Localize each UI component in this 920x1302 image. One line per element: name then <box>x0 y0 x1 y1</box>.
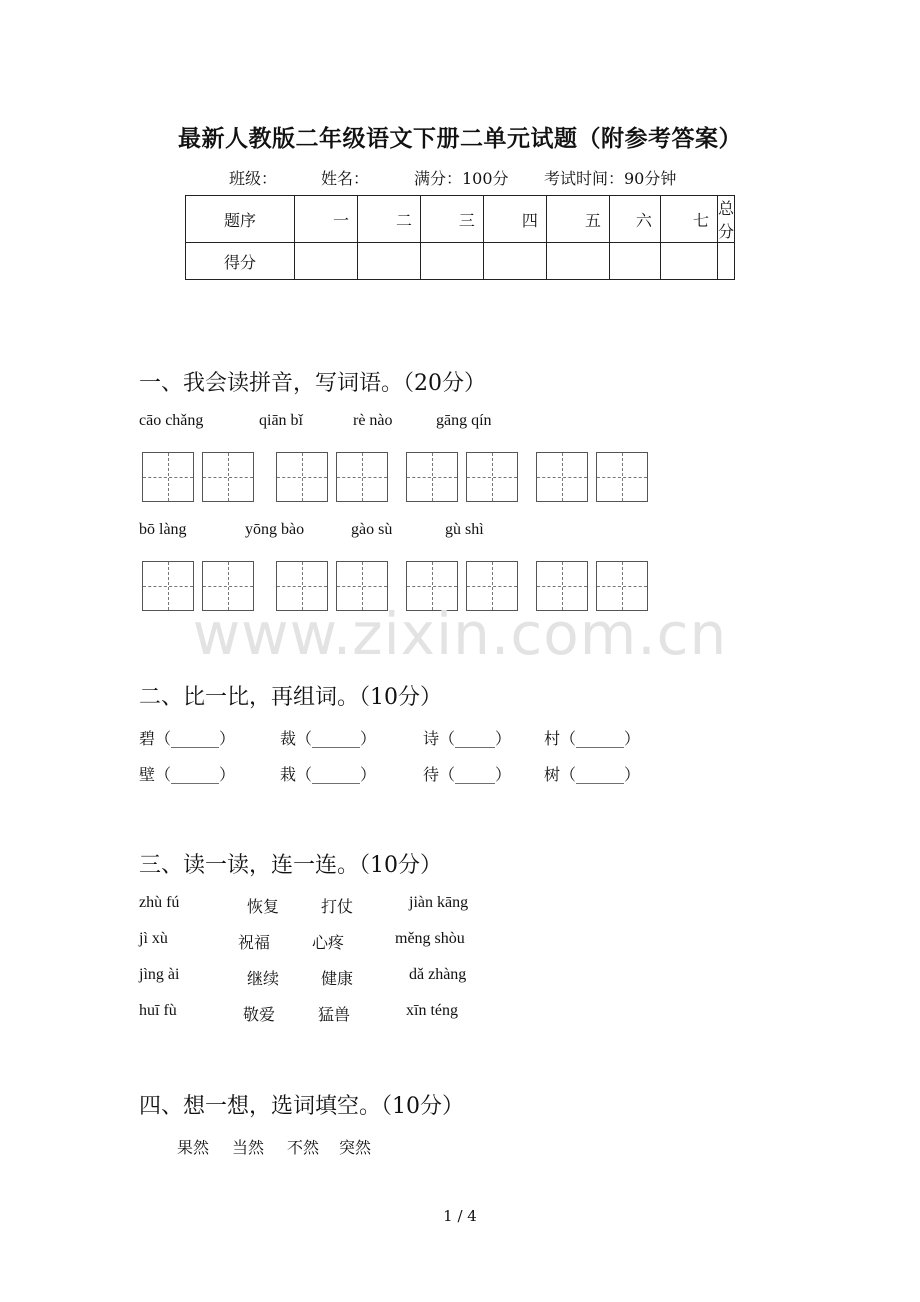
score-table-cell: 总分 <box>717 196 734 243</box>
score-table-cell: 二 <box>357 196 420 243</box>
compare-item[interactable]: 村（______） <box>544 729 641 748</box>
score-table-cell: 得分 <box>186 243 295 280</box>
pinyin-text: cāo chǎng <box>139 412 204 429</box>
writing-grid-box[interactable] <box>336 452 388 502</box>
pinyin-text: rè nào <box>353 412 393 429</box>
score-table-cell[interactable] <box>660 243 717 280</box>
pinyin-text: qiān bǐ <box>259 412 303 429</box>
score-table-cell: 六 <box>609 196 660 243</box>
writing-grid-box[interactable] <box>202 452 254 502</box>
match-pinyin-left[interactable]: jìng ài <box>139 966 180 983</box>
score-table-cell[interactable] <box>546 243 609 280</box>
match-word-a[interactable]: 敬爱 <box>243 1005 276 1024</box>
writing-grid-box[interactable] <box>406 452 458 502</box>
match-pinyin-left[interactable]: jì xù <box>139 930 168 947</box>
match-pinyin-right[interactable]: jiàn kāng <box>409 894 469 911</box>
writing-grid-box[interactable] <box>536 452 588 502</box>
score-table-cell[interactable] <box>294 243 357 280</box>
match-word-b[interactable]: 心疼 <box>312 933 345 952</box>
compare-item[interactable]: 裁（______） <box>280 729 377 748</box>
pinyin-text: bō làng <box>139 521 187 538</box>
pinyin-text: gāng qín <box>436 412 492 429</box>
writing-grid-box[interactable] <box>466 452 518 502</box>
score-table-header-row <box>186 196 735 243</box>
score-table-cell: 四 <box>483 196 546 243</box>
match-word-a[interactable]: 继续 <box>247 969 280 988</box>
score-table-cell[interactable] <box>357 243 420 280</box>
section2-heading: 二、比一比，再组词。（10分） <box>139 685 442 710</box>
full-score: 满分：100分 <box>414 169 509 188</box>
match-pinyin-right[interactable]: měng shòu <box>395 930 465 947</box>
writing-grid-box[interactable] <box>596 452 648 502</box>
pinyin-text: gào sù <box>351 521 393 538</box>
compare-item[interactable]: 碧（______） <box>139 729 236 748</box>
writing-grid-box[interactable] <box>276 452 328 502</box>
watermark: www.zixin.com.cn <box>192 600 728 668</box>
pinyin-text: yōng bào <box>245 521 305 538</box>
word-choice: 果然 <box>177 1138 210 1157</box>
match-pinyin-left[interactable]: zhù fú <box>139 894 180 911</box>
section3-heading: 三、读一读，连一连。（10分） <box>139 853 442 878</box>
score-table-score-row <box>186 243 735 280</box>
word-choice: 当然 <box>232 1138 265 1157</box>
compare-item[interactable]: 栽（______） <box>280 765 377 784</box>
word-choice: 突然 <box>339 1138 372 1157</box>
compare-item[interactable]: 树（______） <box>544 765 641 784</box>
score-table-cell[interactable] <box>483 243 546 280</box>
score-table-cell: 五 <box>546 196 609 243</box>
compare-item[interactable]: 壁（______） <box>139 765 236 784</box>
match-word-b[interactable]: 健康 <box>321 969 354 988</box>
match-word-a[interactable]: 恢复 <box>247 897 280 916</box>
exam-time: 考试时间：90分钟 <box>544 169 677 188</box>
word-choice: 不然 <box>287 1138 320 1157</box>
score-table-cell: 三 <box>420 196 483 243</box>
name-label: 姓名： <box>321 169 370 188</box>
score-table-cell: 题序 <box>186 196 295 243</box>
class-label: 班级： <box>229 169 278 188</box>
score-table-cell[interactable] <box>717 243 734 280</box>
match-word-b[interactable]: 猛兽 <box>318 1005 351 1024</box>
match-pinyin-right[interactable]: xīn téng <box>406 1002 458 1019</box>
page-number: 1 / 4 <box>443 1207 477 1225</box>
document-title: 最新人教版二年级语文下册二单元试题（附参考答案） <box>178 125 742 152</box>
score-table-cell: 七 <box>660 196 717 243</box>
writing-grid-box[interactable] <box>142 452 194 502</box>
compare-item[interactable]: 待（_____） <box>423 765 512 784</box>
match-pinyin-right[interactable]: dǎ zhàng <box>409 966 467 983</box>
score-table <box>185 195 735 280</box>
score-table-cell[interactable] <box>609 243 660 280</box>
pinyin-text: gù shì <box>445 521 484 538</box>
match-word-a[interactable]: 祝福 <box>238 933 271 952</box>
compare-item[interactable]: 诗（_____） <box>423 729 512 748</box>
section4-heading: 四、想一想，选词填空。（10分） <box>139 1094 464 1119</box>
match-word-b[interactable]: 打仗 <box>321 897 354 916</box>
score-table-cell: 一 <box>294 196 357 243</box>
match-pinyin-left[interactable]: huī fù <box>139 1002 177 1019</box>
section1-heading: 一、我会读拼音，写词语。（20分） <box>139 371 486 396</box>
score-table-cell[interactable] <box>420 243 483 280</box>
